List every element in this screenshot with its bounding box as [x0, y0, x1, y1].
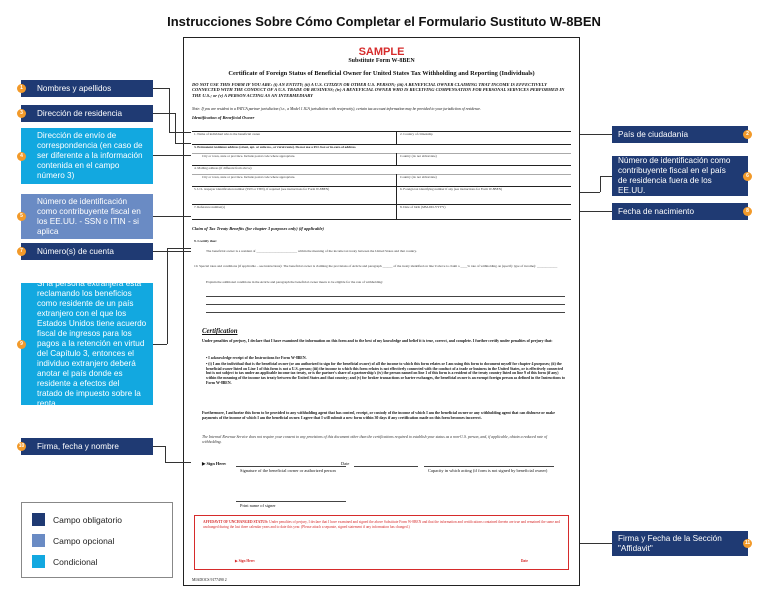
number-badge: 1 [17, 84, 26, 93]
form-warning: DO NOT USE THIS FORM IF YOU ARE: (i) AN ENTITY; (ii) A U.S. CITIZEN OR OTHER U.S. PERSON; (iii) A BENEFICIAL OWNER CLAIMING THAT INCOME IS EFFECTIVELY CONNECTED WITH THE CONDUCT OF A U.S. TRADE OR BUSINESS; (iv) A BENEFICIAL OWNER WHO IS RECEIVING COMPENSATION FOR PERSONAL SERVICES PERFORMED IN THE U.S.; or (v) A PERSON ACTING AS AN INTERMEDIARY [192, 82, 565, 98]
affidavit-sign-here: ▶ Sign Here: [235, 559, 256, 564]
document-id: MIADOCS 9177490 2 [192, 578, 227, 582]
col-divider [396, 204, 397, 219]
line9-text: The beneficial owner is a resident of ________________________ within the meaning of the income tax treaty between the United States and that country. [206, 249, 417, 253]
callout-4-mailing [21, 128, 153, 184]
leader-line-7 [153, 251, 191, 252]
callout-text: Firma, fecha y nombre [37, 441, 119, 451]
capacity-line[interactable] [424, 466, 554, 467]
number-badge: 11 [744, 540, 751, 546]
form-note: Note: If you are resident in a FATCA partner jurisdiction (i.e., a Model 1 IGA jurisdiction with reciprocity), certain tax account information may be provided to your jurisdiction of residence. [192, 107, 482, 111]
callout-10-signature [18, 438, 153, 455]
callout-2-citizenship [612, 126, 748, 143]
line8-label: 8. Date of birth (MM-DD-YYYY) [400, 205, 446, 209]
affidavit-text: Under penalties of perjury, I declare that I have examined and signed the above Substitute Form W-8BEN and that the information and certifications contained therein are true and remained the same and unchanged during the last three calendar years and to date this year. (Please attach a separate, signed statement if any information has changed.) [203, 520, 561, 529]
line4-label: 4. Mailing address (if different from above) [194, 166, 252, 170]
legend [21, 502, 173, 578]
legend-conditional [32, 555, 97, 568]
legend-required [32, 513, 122, 526]
callout-text: País de ciudadanía [618, 129, 689, 139]
leader-line-3 [175, 143, 191, 144]
print-name-caption: Print name of signer [240, 503, 276, 508]
form-subtitle: Substitute Form W-8BEN [348, 58, 415, 64]
number-badge: 6 [743, 172, 752, 181]
field-row-end [192, 219, 571, 220]
part2-heading: Claim of Tax Treaty Benefits (for chapter 3 purposes only) (if applicable) [192, 226, 324, 231]
cert-bullet-1: • I acknowledge receipt of the Instructions for Form W-8BEN. [206, 356, 307, 360]
print-name-line[interactable] [236, 501, 346, 502]
leader-line-8 [580, 211, 612, 212]
col-divider [396, 153, 397, 165]
leader-line-10 [165, 446, 166, 462]
page-title: Instrucciones Sobre Cómo Completar el Formulario Sustituto W-8BEN [167, 14, 601, 29]
explain-line [206, 304, 565, 305]
col-divider [396, 186, 397, 204]
callout-text: Nombres y apellidos [37, 83, 112, 93]
number-badge: 8 [743, 207, 752, 216]
callout-text: Si la persona extranjera está reclamando los beneficios como residente de un país extranjero con el que los Estados Unidos tiene acuerdo fiscal de ingresos para los pagos a la retención en virtud del Capítulo 3, entonces el individuo extranjero deberá anotar el país donde es residente a efectos del tratado de impuesto sobre la renta [37, 279, 147, 408]
callout-1-name [21, 80, 153, 97]
certification-intro: Under penalties of perjury, I declare that I have examined the information on this form and to the best of my knowledge and belief it is true, correct, and complete. I further certify under penalties of perjury that: [202, 339, 553, 343]
field-row-7 [192, 204, 571, 205]
line3-city-label: City or town, state or province. Include postal code where appropriate. [202, 154, 296, 158]
leader-line-5 [153, 216, 191, 217]
line10-text: 10. Special rates and conditions (if applicable – see instructions): The beneficial owner is claiming the provisions of Article and paragraph ______ of the treaty identified on line 9 above to claim a ____% rate of withholding on (specify type of income): ____________ [194, 264, 558, 268]
leader-line-3 [175, 113, 176, 143]
signature-caption: Signature of the beneficial owner or authorized person [240, 468, 336, 473]
leader-line-6 [600, 176, 601, 192]
legend-label: Condicional [53, 556, 98, 567]
leader-line-9 [153, 344, 167, 345]
callout-text: Número de identificación como contribuyente fiscal en el país de residencia fuera de los EE.UU. [618, 156, 731, 195]
callout-6-foreign-tin [612, 156, 748, 196]
certification-authorization: Furthermore, I authorize this form to be provided to any withholding agent that has control, receipt, or custody of the income of which I am the beneficial owner or any withholding agent that can disburse or make payments of the income of which I am the beneficial owner. I agree that I will submit a new form within 30 days if any certification made on this form becomes incorrect. [202, 411, 555, 420]
line4-country-label: Country (do not abbreviate) [400, 175, 437, 179]
w8ben-form [183, 37, 580, 586]
callout-text: Número de identificación como contribuyente fiscal en los EE.UU. - SSN o ITIN - si aplica [37, 196, 141, 236]
line9-label: 9. I certify that: [194, 239, 217, 243]
leader-line-10 [165, 462, 191, 463]
col-divider [396, 174, 397, 186]
callout-text: Dirección de residencia [37, 108, 123, 118]
leader-line-9 [167, 248, 191, 249]
number-badge: 3 [17, 109, 26, 118]
part1-heading: Identification of Beneficial Owner [192, 115, 255, 120]
leader-line-3 [153, 113, 175, 114]
explain-line [206, 312, 565, 313]
line2-label: 2. Country of citizenship [400, 132, 433, 136]
line3-country-label: Country (do not abbreviate) [400, 154, 437, 158]
line7-label: 7. Reference number(s) [194, 205, 226, 209]
callout-8-birth-date [612, 203, 748, 220]
capacity-caption: Capacity in which acting (if form is not signed by beneficial owner) [428, 468, 548, 473]
number-badge: 4 [17, 152, 26, 161]
legend-label: Campo obligatorio [53, 514, 122, 525]
number-badge: 10 [18, 443, 25, 449]
line4-city-label: City or town, state or province. Include postal code where appropriate. [202, 175, 296, 179]
explain-line [206, 296, 565, 297]
callout-text: Dirección de envío de correspondencia (en caso de ser diferente a la información contenida en el campo número 3) [37, 131, 143, 180]
sample-stamp: SAMPLE [358, 46, 405, 58]
legend-swatch [32, 534, 45, 547]
leader-line-9 [167, 248, 168, 344]
signature-line[interactable] [236, 466, 346, 467]
legend-swatch [32, 555, 45, 568]
leader-line-6 [600, 176, 612, 177]
number-badge: 2 [743, 130, 752, 139]
leader-line-11 [580, 543, 612, 544]
affidavit-title: AFFIDAVIT OF UNCHANGED STATUS: [203, 520, 269, 524]
number-badge: 9 [17, 340, 26, 349]
legend-swatch [32, 513, 45, 526]
callout-11-affidavit [612, 531, 751, 556]
callout-text: Fecha de nacimiento [618, 206, 695, 216]
number-badge: 5 [17, 212, 26, 221]
leader-line-2 [580, 134, 612, 135]
legend-label: Campo opcional [53, 535, 115, 546]
line1-label: 1. Name of individual who is the beneficial owner [194, 132, 261, 136]
affidavit-box [194, 515, 569, 570]
line6-label: 6. Foreign tax identifying number if any (see instructions for Form W-8BEN) [400, 187, 503, 191]
callout-text: Firma y Fecha de la Sección "Affidavit" [618, 533, 722, 553]
leader-line-1 [169, 132, 191, 133]
col-divider [396, 131, 397, 144]
irs-note: The Internal Revenue Service does not require your consent to any provisions of this document other than the certifications required to establish your status as a non-U.S. person, and, if applicable, obtain a reduced rate of withholding. [202, 435, 548, 444]
callout-9-treaty [20, 279, 153, 408]
leader-line-1 [169, 88, 170, 132]
leader-line-6 [580, 192, 600, 193]
cert-bullet-2: • (i) I am the individual that is the beneficial owner (or am authorized to sign for the beneficial owner) of all the income to which this form relates or I am using this form to document myself for chapter 4 purposes; (ii) the beneficial owner listed on Line 1 of this form is not a U.S. person; (iii) the income to which this form relates is not effectively connected with the conduct of a trade or business in the United States, or is effectively connected but is not subject to tax under an applicable income tax treaty, or is the partner's share of a partnership's (iv) the person named on line 1 of this form is a resident of the treaty country listed on line 9 of this form (if any) within the meaning of the income tax treaty between the United States and that country; and (v) for broker transactions or barter exchanges, the beneficial owner is an exempt foreign person as defined in the Instructions to Form W-8BEN. [206, 361, 565, 385]
leader-line-1 [153, 88, 169, 89]
callout-5-us-tin [21, 194, 153, 239]
certification-bullets [206, 356, 567, 387]
sign-here-label: ▶ Sign Here: [202, 461, 227, 466]
date-label: Date [341, 461, 350, 466]
date-line[interactable] [354, 466, 418, 467]
callout-3-residence [21, 105, 153, 122]
leader-line-4 [153, 155, 191, 156]
callout-7-account [21, 243, 153, 260]
line3-label: 3. Permanent residence address (street, apt. or suite no., or rural route). Do not use a P.O. box or in-care-of address. [194, 145, 357, 149]
legend-optional [32, 534, 114, 547]
certification-heading: Certification [202, 328, 238, 335]
form-title: Certificate of Foreign Status of Beneficial Owner for United States Tax Withholding and Reporting (Individuals) [228, 70, 535, 77]
line5-label: 5. U.S. taxpayer identification number (SSN or ITIN), if required (see instructions for Form W-8BEN) [194, 187, 330, 191]
callout-text: Número(s) de cuenta [37, 246, 114, 256]
leader-line-10 [153, 446, 165, 447]
line10-explain: Explain the additional conditions in the Article and paragraph the beneficial owner meets to be eligible for the rate of withholding: [206, 280, 384, 284]
number-badge: 7 [17, 247, 26, 256]
affidavit-date: Date [520, 559, 528, 564]
